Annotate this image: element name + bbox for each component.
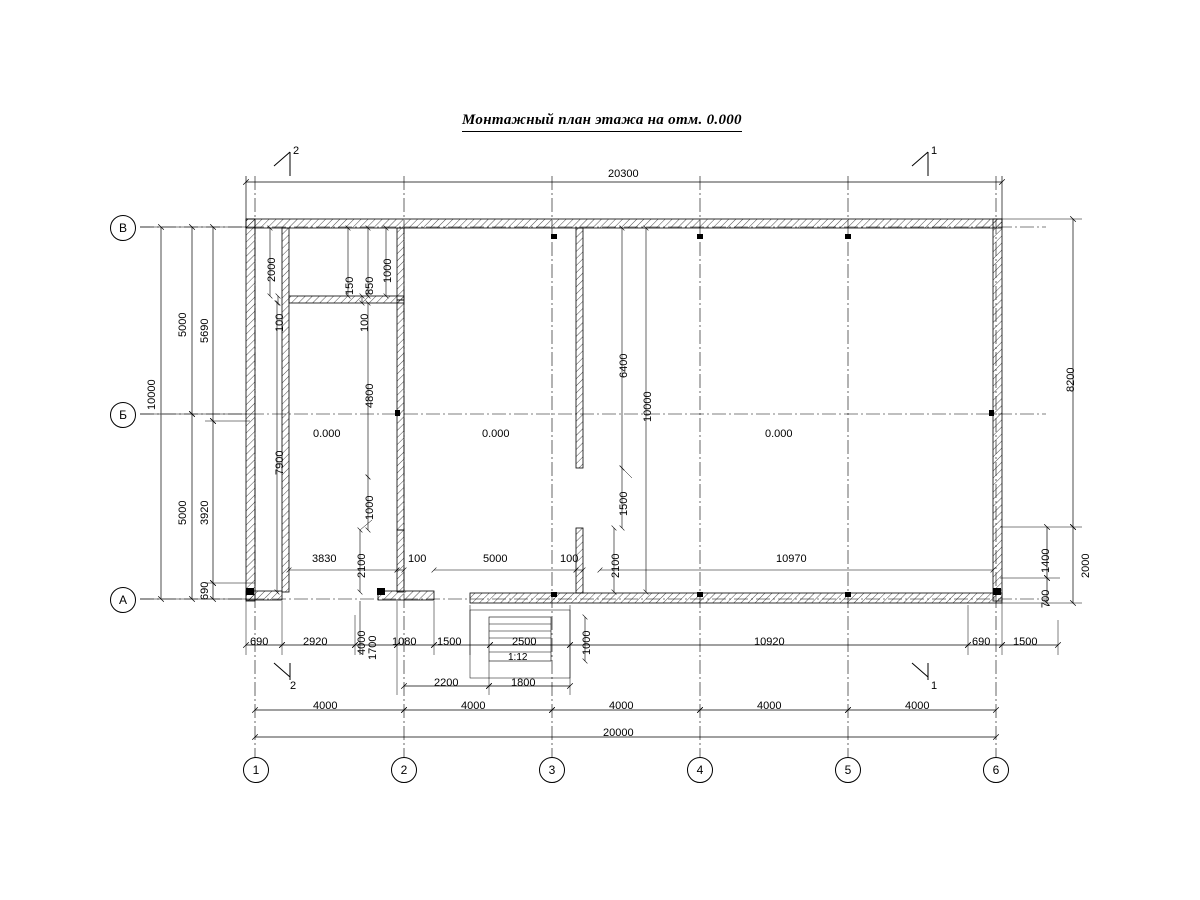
axis-bubble-h-4: 5 xyxy=(835,757,861,783)
dim-inner-v-4800: 4800 xyxy=(364,383,376,408)
dim-inner-v-6400: 6400 xyxy=(618,353,630,378)
dim-bottom-1500a: 1500 xyxy=(437,636,462,648)
dim-inner-v-1000b: 1000 xyxy=(364,495,376,520)
dim-bottom-690-left: 690 xyxy=(250,636,269,648)
dim-left-inner-1: 3920 xyxy=(199,500,211,525)
axis-bubble-h-2: 3 xyxy=(539,757,565,783)
dim-left-inner-0: 5690 xyxy=(199,318,211,343)
dim-inner-v-850: 850 xyxy=(364,276,376,295)
dim-right-0: 8200 xyxy=(1065,367,1077,392)
dim-inner-v-1500: 1500 xyxy=(618,491,630,516)
dim-bottom-10920: 10920 xyxy=(754,636,785,648)
section-mark-bottom-left: 2 xyxy=(290,680,297,692)
dim-inner-v-1000a: 1000 xyxy=(382,258,394,283)
axis-bubble-v-2: А xyxy=(110,587,136,613)
dim-inner-v-10000: 10000 xyxy=(642,391,654,422)
level-mark-room-3: 0.000 xyxy=(762,427,796,441)
dim-left-small: 690 xyxy=(199,581,211,600)
level-mark-room-2: 0.000 xyxy=(479,427,513,441)
dim-bottom-2500: 2500 xyxy=(512,636,537,648)
dim-stair-1800: 1800 xyxy=(511,677,536,689)
dim-inner-v-1700: 4000 xyxy=(356,630,368,655)
dim-inner-v-2000: 2000 xyxy=(266,257,278,282)
dim-left-outer-1: 5000 xyxy=(177,500,189,525)
dim-stair-2200: 2200 xyxy=(434,677,459,689)
dim-bottom-overall: 20000 xyxy=(603,727,634,739)
drawing-title: Монтажный план этажа на отм. 0.000 xyxy=(462,112,742,132)
dim-inner-v-7900: 7900 xyxy=(274,450,286,475)
dim-right-1: 2000 xyxy=(1080,553,1092,578)
dim-right-small-1: 700 xyxy=(1040,589,1052,608)
axis-bubble-h-0: 1 xyxy=(243,757,269,783)
dim-left-outer-0: 5000 xyxy=(177,312,189,337)
dim-inner-v-150: 150 xyxy=(344,276,356,295)
dim-inner-v-2100b: 2100 xyxy=(356,553,368,578)
section-mark-top-right: 1 xyxy=(931,145,938,157)
dim-span-2: 4000 xyxy=(609,700,634,712)
dim-inner-h-100a: 100 xyxy=(408,553,427,565)
axis-bubble-h-3: 4 xyxy=(687,757,713,783)
dim-bottom-690-right: 690 xyxy=(972,636,991,648)
dim-inner-h-5000: 5000 xyxy=(483,553,508,565)
dim-inner-h-3830: 3830 xyxy=(312,553,337,565)
dim-span-3: 4000 xyxy=(757,700,782,712)
dim-inner-v-1000c: 1000 xyxy=(581,630,593,655)
level-mark-room-1: 0.000 xyxy=(310,427,344,441)
axis-bubble-v-1: Б xyxy=(110,402,136,428)
dim-span-0: 4000 xyxy=(313,700,338,712)
dim-bottom-1500b: 1500 xyxy=(1013,636,1038,648)
axis-bubble-h-1: 2 xyxy=(391,757,417,783)
dim-bottom-1700: 1700 xyxy=(367,635,379,660)
dim-span-4: 4000 xyxy=(905,700,930,712)
dim-inner-h-100b: 100 xyxy=(560,553,579,565)
axis-bubble-v-0: В xyxy=(110,215,136,241)
dim-inner-v-2100a: 2100 xyxy=(610,553,622,578)
dim-bottom-1080: 1080 xyxy=(392,636,417,648)
dim-inner-h-10970: 10970 xyxy=(776,553,807,565)
section-mark-top-left: 2 xyxy=(293,145,300,157)
stair-scale-label: 1:12 xyxy=(508,652,528,663)
dim-right-small-0: 1400 xyxy=(1040,548,1052,573)
dim-inner-v-100a: 100 xyxy=(274,313,286,332)
dim-bottom-2920: 2920 xyxy=(303,636,328,648)
dim-top-overall: 20300 xyxy=(608,168,639,180)
dim-inner-v-100b: 100 xyxy=(359,313,371,332)
dim-left-overall: 10000 xyxy=(146,379,158,410)
dim-span-1: 4000 xyxy=(461,700,486,712)
section-mark-bottom-right: 1 xyxy=(931,680,938,692)
axis-bubble-h-5: 6 xyxy=(983,757,1009,783)
